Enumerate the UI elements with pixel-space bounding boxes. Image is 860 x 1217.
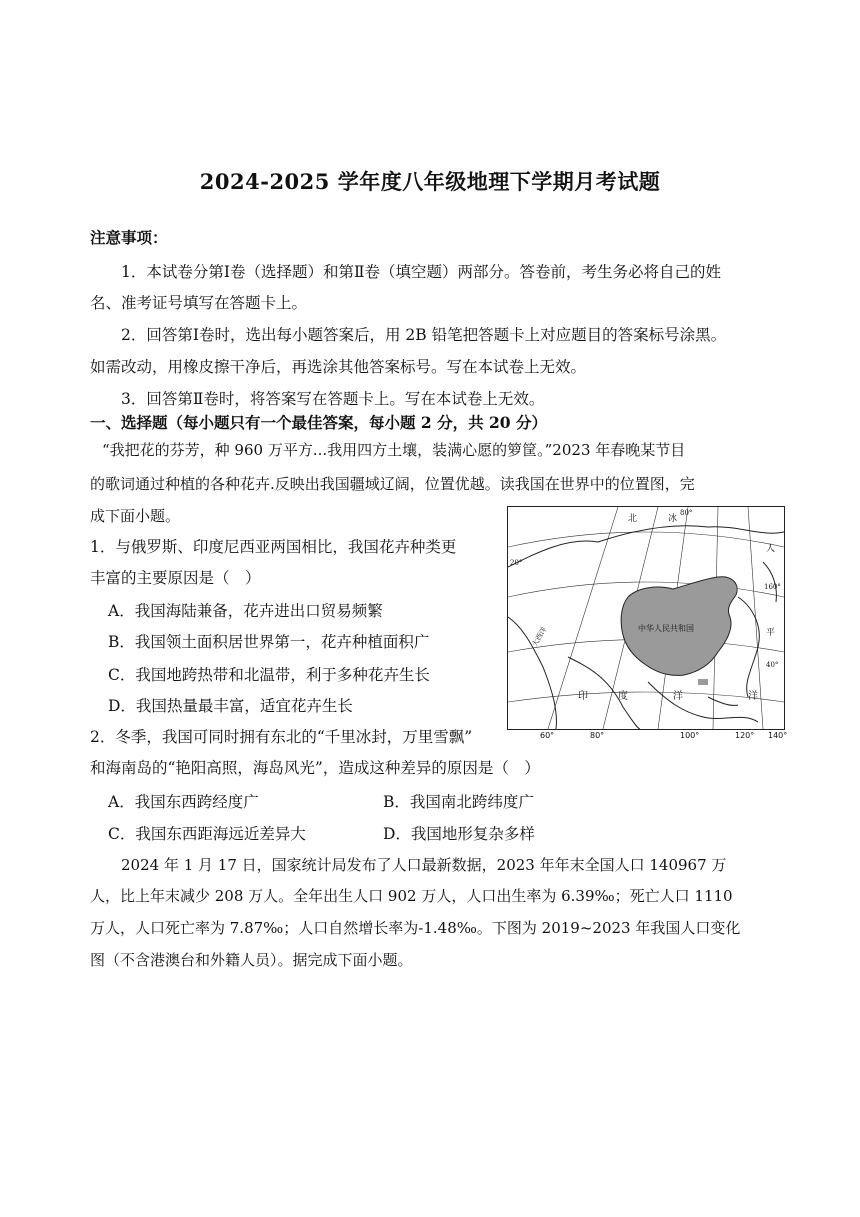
question-2-option-d: D．我国地形复杂多样	[383, 825, 535, 843]
question-2-option-b: B．我国南北跨纬度广	[383, 793, 534, 811]
notice-item-2-line-2: 如需改动，用橡皮擦干净后，再选涂其他答案标号。写在本试卷上无效。	[90, 358, 587, 376]
question-2-option-a: A．我国东西跨经度广	[108, 793, 259, 811]
passage-2-line-2: 人，比上年末减少 208 万人。全年出生人口 902 万人，人口出生率为 6.39‰；死亡人口 1110	[90, 887, 733, 905]
map-drawing	[508, 507, 784, 729]
map-ocean-label-2: 度	[618, 691, 628, 702]
hainan-island	[698, 679, 708, 685]
notice-item-2-line-1: 2．回答第Ⅰ卷时，选出每小题答案后，用 2B 铅笔把答题卡上对应题目的答案标号涂黑。	[121, 326, 727, 344]
question-2-option-c: C．我国东西距海远近差异大	[108, 825, 306, 843]
map-tick-140: 140°	[768, 731, 788, 740]
map-ocean-label-3: 洋	[673, 691, 683, 702]
question-1-stem-line-2: 丰富的主要原因是（ ）	[90, 569, 261, 587]
notice-heading: 注意事项：	[90, 228, 168, 247]
question-2-stem-line-1: 2．冬季，我国可同时拥有东北的“千里冰封，万里雪飘”	[90, 728, 473, 746]
question-1-option-c: C．我国地跨热带和北温带，利于多种花卉生长	[108, 666, 430, 684]
notice-item-3: 3．回答第Ⅱ卷时，将答案写在答题卡上。写在本试卷上无效。	[121, 390, 545, 408]
map-label-ren: 人	[766, 544, 776, 554]
map-ocean-label-1: 印	[578, 691, 588, 702]
notice-item-1-line-1: 1．本试卷分第Ⅰ卷（选择题）和第Ⅱ卷（填空题）两部分。答卷前，考生务必将自己的姓	[121, 263, 722, 281]
china-world-location-map	[507, 506, 785, 730]
page-title: 2024-2025 学年度八年级地理下学期月考试题	[199, 169, 661, 194]
map-ocean-label-4: 洋	[748, 691, 758, 702]
passage-1-line-1: “我把花的芬芳，种 960 万平方...我用四方土壤，装满心愿的箩筐。”2023 年春晚某节目	[102, 441, 686, 459]
map-tick-80: 80°	[590, 731, 605, 740]
passage-2-line-1: 2024 年 1 月 17 日，国家统计局发布了人口最新数据，2023 年年末全国人口 140967 万	[121, 856, 727, 874]
map-label-ping: 平	[766, 628, 776, 638]
map-label-bei: 北	[628, 514, 638, 524]
map-tick-100: 100°	[680, 731, 700, 740]
question-1-option-d: D．我国热量最丰富，适宜花卉生长	[108, 697, 353, 715]
map-lon-right: 160°	[764, 583, 781, 591]
question-1-option-a: A．我国海陆兼备，花卉进出口贸易频繁	[108, 602, 383, 620]
passage-2-line-3: 万人，人口死亡率为 7.87‰；人口自然增长率为-1.48‰。下图为 2019~2023 年我国人口变化	[90, 919, 741, 937]
map-country-label: 中华人民共和国	[638, 624, 694, 633]
question-1-option-b: B．我国领土面积居世界第一，花卉种植面积广	[108, 633, 430, 651]
question-2-stem-line-2: 和海南岛的“艳阳高照，海岛风光”，造成这种差异的原因是（ ）	[90, 759, 540, 777]
map-lat-top: 80°	[680, 509, 693, 517]
map-lat-left: 20°	[510, 559, 523, 567]
passage-2-line-4: 图（不含港澳台和外籍人员）。据完成下面小题。	[90, 951, 413, 969]
passage-1-line-3: 成下面小题。	[90, 507, 181, 525]
map-tick-60: 60°	[540, 731, 555, 740]
map-tick-120: 120°	[735, 731, 755, 740]
question-1-stem-line-1: 1．与俄罗斯、印度尼西亚两国相比，我国花卉种类更	[90, 538, 457, 556]
map-label-bing: 冰	[668, 514, 678, 524]
map-lon-right-2: 40°	[766, 661, 779, 669]
notice-item-1-line-2: 名、准考证号填写在答题卡上。	[90, 294, 308, 312]
map-label-left: 大西洋	[530, 625, 549, 648]
section-1-heading: 一、选择题（每小题只有一个最佳答案，每小题 2 分，共 20 分）	[90, 413, 547, 432]
passage-1-line-2: 的歌词通过种植的各种花卉.反映出我国疆域辽阔，位置优越。读我国在世界中的位置图，完	[90, 475, 695, 493]
